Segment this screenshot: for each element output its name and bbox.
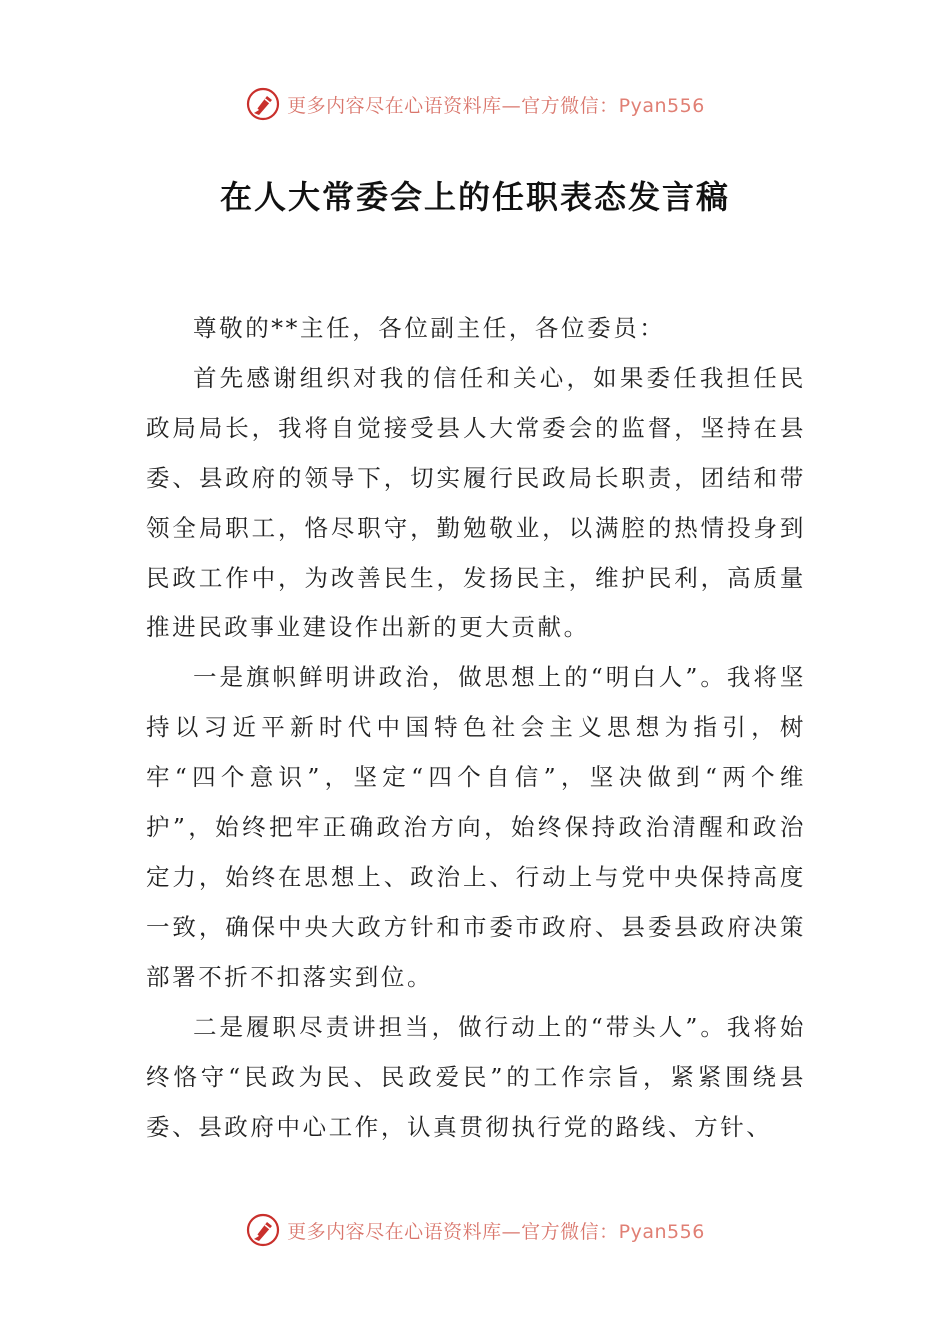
watermark-text: 更多内容尽在心语资料库—官方微信：Pyan556 [287, 1220, 705, 1243]
paragraph-intro: 首先感谢组织对我的信任和关心，如果委任我担任民政局局长，我将自觉接受县人大常委会的监督，坚持在县委、县政府的领导下，切实履行民政局长职责，团结和带领全局职工，恪尽职守，勤勉敬业，以满腔的热情投身到民政工作中，为改善民生，发扬民主，维护民利，高质量推进民政事业建设作出新的更大贡献。 [146, 363, 806, 642]
paragraph-point-one: 一是旗帜鲜明讲政治，做思想上的“明白人”。我将坚持以习近平新时代中国特色社会主义思想为指引，树牢“四个意识”，坚定“四个自信”，坚决做到“两个维护”，始终把牢正确政治方向，始终保持政治清醒和政治定力，始终在思想上、政治上、行动上与党中央保持高度一致，确保中央大政方针和市委市政府、县委县政府决策部署不折不扣落实到位。 [146, 663, 806, 991]
pen-nib-icon [245, 1212, 281, 1248]
document-body [146, 304, 806, 1152]
watermark-banner-bottom [0, 1210, 950, 1250]
salutation: 尊敬的**主任，各位副主任，各位委员： [193, 314, 666, 342]
pen-nib-icon [245, 86, 281, 122]
watermark-text: 更多内容尽在心语资料库—官方微信：Pyan556 [287, 94, 705, 117]
paragraph-point-two: 二是履职尽责讲担当，做行动上的“带头人”。我将始终恪守“民政为民、民政爱民”的工作宗旨，紧紧围绕县委、县政府中心工作，认真贯彻执行党的路线、方针、 [146, 1012, 806, 1141]
document-title: 在人大常委会上的任职表态发言稿 [219, 178, 730, 216]
watermark-banner-top [0, 84, 950, 124]
